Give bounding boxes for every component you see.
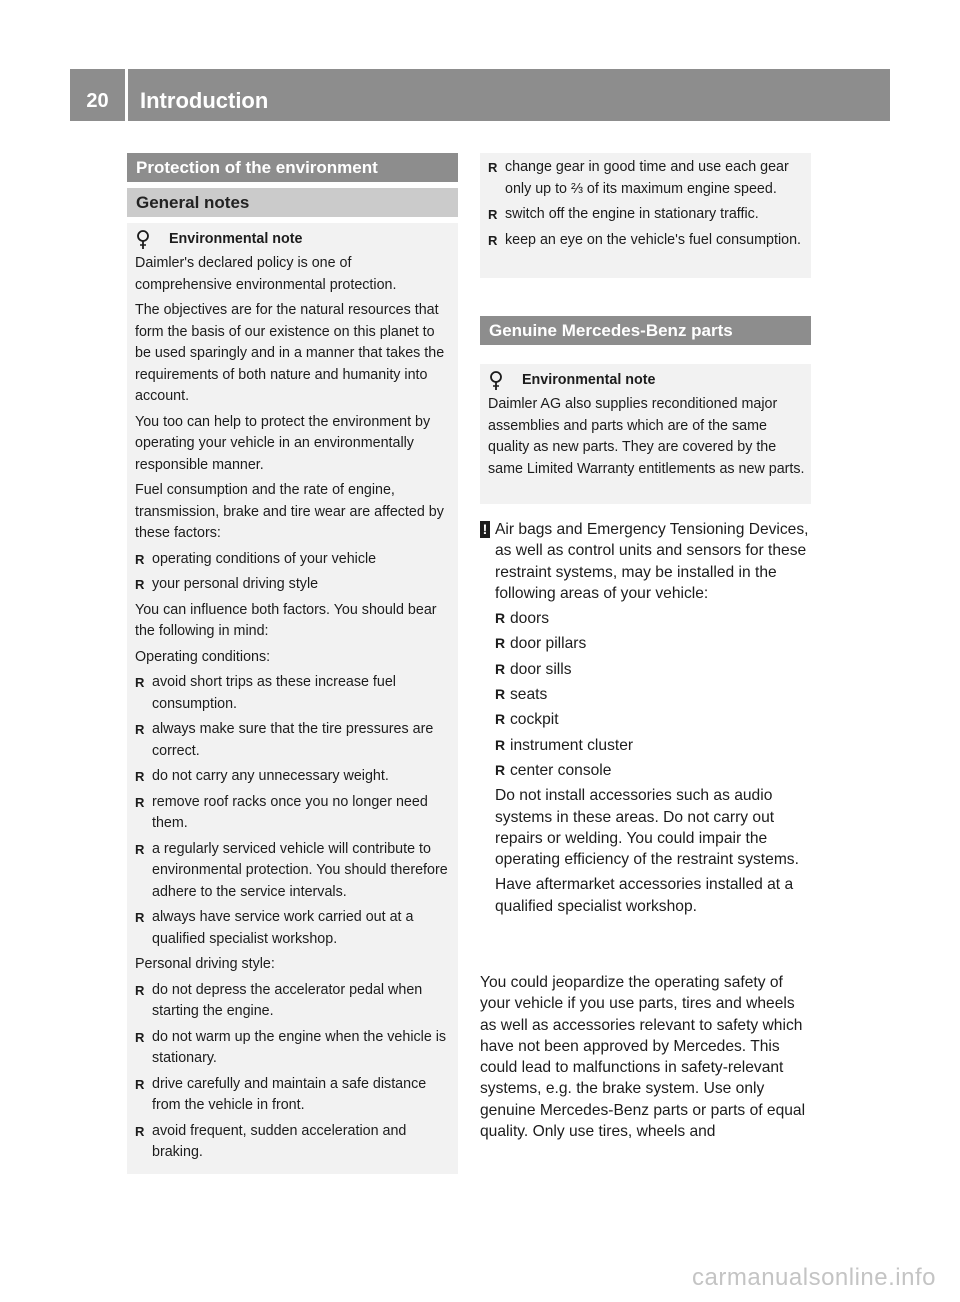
list-item-text: switch off the engine in stationary traffic. (505, 206, 759, 222)
list-item (480, 760, 814, 781)
list-item-text: center console (510, 761, 612, 779)
bullet-glyph: R (495, 686, 506, 703)
restraint-systems-warning (480, 519, 814, 921)
watermark: carmanualsonline.info (692, 1264, 936, 1291)
note-paragraph: You can influence both factors. You should bear the following in mind: (135, 601, 437, 639)
bullet-glyph: R (135, 794, 145, 810)
list-item-text: avoid short trips as these increase fuel consumption. (152, 674, 396, 712)
note-paragraph: You too can help to protect the environment by operating your vehicle in an environmentally responsible manner. (135, 413, 431, 473)
warning-intro-text: Air bags and Emergency Tensioning Devices, as well as control units and sensors for these restraint systems, may be installed in the following areas of your vehicle: (495, 521, 809, 602)
bullet-glyph: R (488, 160, 498, 175)
environmental-note-continued (480, 153, 811, 278)
bullet-glyph: R (135, 769, 145, 784)
note-paragraph: Daimler's declared policy is one of comprehensive environmental protection. (135, 255, 397, 293)
note-header (135, 227, 452, 253)
warning-paragraph: Do not install accessories such as audio systems in these areas. Do not carry out repairs or welding. You could impair the operating efficiency of the restraint systems. (495, 787, 799, 869)
list-item (135, 549, 452, 571)
list-item (135, 766, 452, 788)
list-item-text: door pillars (510, 635, 587, 653)
environment-bulb-icon (135, 230, 169, 250)
list-item (135, 1027, 452, 1070)
list-item-text: cockpit (510, 711, 559, 729)
note-paragraph: The objectives are for the natural resources that form the basis of our existence on this planet to be used sparingly and in a manner that takes the requirements of both nature and humanity into account. (135, 302, 445, 404)
list-item-text: operating conditions of your vehicle (152, 550, 377, 567)
list-item (135, 792, 452, 835)
list-item-text: keep an eye on the vehicle's fuel consumption. (505, 231, 802, 248)
exclamation-icon: ! (480, 521, 490, 538)
list-item (480, 735, 814, 756)
bullet-glyph: R (135, 910, 145, 925)
list-item-text: always have service work carried out at a qualified specialist workshop. (152, 909, 414, 947)
subsection-title-general-notes: General notes (127, 188, 458, 217)
bullet-glyph: R (135, 577, 145, 592)
list-item-text: doors (510, 610, 550, 628)
list-item-text: a regularly serviced vehicle will contribute to environmental protection. You should therefore adhere to the service intervals. (152, 840, 448, 900)
list-item (135, 672, 452, 715)
driving-style-heading: Personal driving style: (135, 956, 275, 972)
note-title: Environmental note (169, 231, 303, 248)
list-item-text: do not carry any unnecessary weight. (152, 768, 389, 784)
list-item (480, 608, 814, 629)
bullet-glyph: R (488, 207, 498, 222)
list-item-text: avoid frequent, sudden acceleration and braking. (152, 1122, 407, 1160)
list-item-text: door sills (510, 660, 572, 678)
chapter-title: Introduction (140, 88, 269, 113)
section-title-environment: Protection of the environment (127, 153, 458, 182)
bullet-glyph: R (495, 761, 506, 778)
list-item (480, 709, 814, 730)
bullet-glyph: R (488, 232, 498, 248)
note-header (488, 368, 805, 394)
list-item-text: change gear in good time and use each gear only up to ⅔ of its maximum engine speed. (505, 159, 789, 197)
list-item (135, 574, 452, 596)
bullet-glyph: R (135, 1076, 145, 1092)
list-item-text: drive carefully and maintain a safe distance from the vehicle in front. (152, 1075, 427, 1113)
list-item (480, 633, 814, 654)
header-divider (125, 69, 128, 121)
list-item (135, 1074, 452, 1117)
body-paragraph: You could jeopardize the operating safety of your vehicle if you use parts, tires and wheels as well as accessories relevant to safety which have not been approved by Mercedes. This could lead to malfunctions in safety-relevant systems, e.g. the brake system. Use only genuine Mercedes-Benz parts or parts of equal quality. Only use tires, wheels and (480, 974, 806, 1141)
list-item-text: instrument cluster (510, 736, 634, 754)
bullet-glyph: R (495, 635, 506, 652)
bullet-glyph: R (495, 711, 506, 728)
environmental-note-box (127, 223, 458, 1174)
note-paragraph: Fuel consumption and the rate of engine, transmission, brake and tire wear are affected by these factors: (135, 482, 444, 541)
bullet-glyph: R (135, 722, 145, 737)
list-item (135, 839, 452, 904)
warning-intro (480, 519, 814, 604)
list-item (488, 230, 805, 252)
list-item (135, 980, 452, 1023)
list-item (488, 204, 805, 226)
bullet-glyph: R (135, 675, 145, 690)
list-item-text: seats (510, 686, 548, 704)
list-item (480, 684, 814, 705)
operating-conditions-heading: Operating conditions: (135, 648, 271, 665)
bullet-glyph: R (135, 1123, 145, 1139)
bullet-glyph: R (135, 1029, 145, 1045)
list-item-text: remove roof racks once you no longer need them. (152, 793, 428, 831)
bullet-glyph: R (495, 660, 506, 677)
bullet-glyph: R (135, 841, 145, 857)
section-title-genuine-parts: Genuine Mercedes-Benz parts (480, 316, 811, 345)
page-number: 20 (86, 90, 109, 112)
list-item-text: do not depress the accelerator pedal when starting the engine. (152, 981, 423, 1019)
list-item-text: always make sure that the tire pressures are correct. (152, 721, 434, 759)
list-item (135, 907, 452, 950)
list-item (135, 1121, 452, 1164)
bullet-glyph: R (495, 610, 506, 627)
bullet-glyph: R (495, 736, 506, 753)
note-title: Environmental note (522, 372, 656, 389)
bullet-glyph: R (135, 982, 145, 998)
list-item (135, 719, 452, 762)
note-paragraph: Daimler AG also supplies reconditioned major assemblies and parts which are of the same quality as new parts. They are covered by the same Limited Warranty entitlements as new parts. (488, 396, 805, 477)
warning-paragraph: Have aftermarket accessories installed at a qualified specialist workshop. (495, 876, 794, 915)
list-item-text: your personal driving style (152, 576, 319, 592)
list-item (480, 659, 814, 680)
environment-bulb-icon (488, 371, 522, 391)
bullet-glyph: R (135, 551, 145, 567)
list-item (488, 157, 805, 200)
parts-environmental-note-box (480, 364, 811, 504)
list-item-text: do not warm up the engine when the vehicle is stationary. (152, 1028, 447, 1066)
